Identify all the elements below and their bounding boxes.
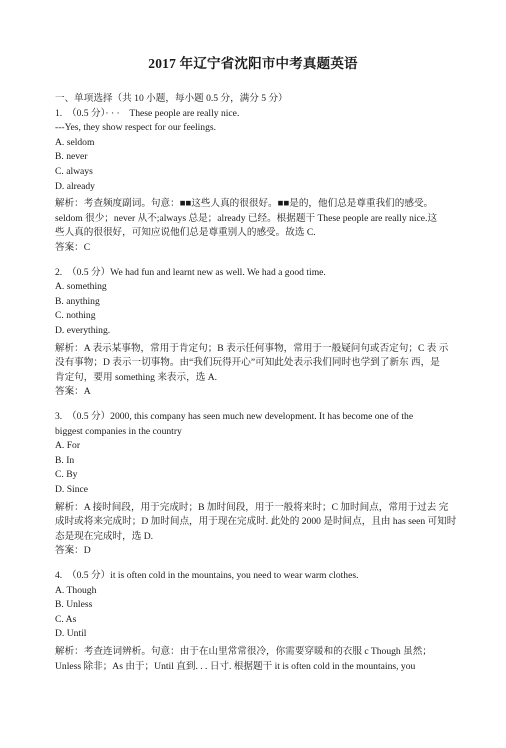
analysis-text: 解析：考查连词辨析。句意：由于在山里常常很冷，你需要穿暖和的衣服 c Though 虽然； bbox=[55, 646, 432, 657]
analysis-text: Unless 除非；As 由于；Until 直到. . . 日寸. 根据题干 it is often cold in the mountains, you bbox=[55, 660, 416, 672]
answer-key: 答案：C bbox=[55, 242, 91, 253]
page-title: 2017 年辽宁省沈阳市中考真题英语 bbox=[148, 56, 358, 71]
answer-option: B. anything bbox=[55, 295, 100, 307]
analysis-text: 肯定句，要用 something 来表示，选 A. bbox=[55, 371, 218, 383]
answer-option: D. already bbox=[55, 180, 95, 192]
question-stem: 4. （0.5 分）it is often cold in the mountains, you need to wear warm clothes. bbox=[55, 570, 359, 581]
analysis-text: 些人真的很很好，可知应说他们总是尊重别人的感受。故选 C. bbox=[55, 227, 316, 239]
answer-key: 答案：D bbox=[55, 545, 91, 557]
answer-option: D. Until bbox=[55, 628, 87, 640]
answer-option: A. For bbox=[55, 440, 81, 452]
answer-key: 答案：A bbox=[55, 386, 91, 398]
analysis-text: 没有事物；D 表示一切事物。由“我们玩得开心”可知此处表示我们同时也学到了新东 西，是 bbox=[55, 357, 440, 369]
answer-option: A. something bbox=[55, 281, 107, 293]
analysis-text: seldom 很少；never 从不;always 总是；already 已经。根据题干 These people are really nice.这 bbox=[55, 212, 438, 224]
answer-option: D. everything. bbox=[55, 325, 111, 336]
answer-option: C. always bbox=[55, 166, 93, 177]
analysis-text: 态是现在完成时，选 D. bbox=[55, 530, 154, 542]
question-stem: ---Yes, they show respect for our feelings. bbox=[55, 122, 217, 134]
analysis-text: 解析：A 接时间段，用于完成时；B 加时间段，用于一般将来时；C 加时间点，常用于过去 完 bbox=[55, 501, 449, 513]
analysis-text: 成时或将来完成时；D 加时间点，用于现在完成时. 此处的 2000 是时间点，且由 has seen 可知时 bbox=[55, 516, 457, 528]
answer-option: B. In bbox=[55, 454, 75, 466]
answer-option: C. By bbox=[55, 469, 78, 481]
question-stem: 3. （0.5 分）2000, this company has seen much new development. It has become one of the bbox=[55, 411, 414, 422]
analysis-text: 解析：考查频度副词。句意：■■这些人真的很很好。■■是的，他们总是尊重我们的感受。 bbox=[55, 198, 434, 210]
answer-option: B. never bbox=[55, 151, 88, 163]
answer-option: A. Though bbox=[55, 584, 97, 596]
answer-option: C. nothing bbox=[55, 310, 96, 322]
answer-option: D. Since bbox=[55, 484, 89, 495]
question-stem: 2. （0.5 分）We had fun and learnt new as well. We had a good time. bbox=[55, 266, 326, 278]
question-stem: biggest companies in the country bbox=[55, 425, 182, 437]
answer-option: A. seldom bbox=[55, 136, 95, 148]
question-stem: 1. （0.5 分）· · · These people are really nice. bbox=[55, 107, 240, 119]
analysis-text: 解析：A 表示某事物，常用于肯定句；B 表示任何事物，常用于一般疑问句或否定句；C 表 示 bbox=[55, 342, 449, 354]
answer-option: B. Unless bbox=[55, 599, 93, 611]
section-heading: 一、单项选择（共 10 小题，每小题 0.5 分，满分 5 分） bbox=[55, 93, 288, 104]
answer-option: C. As bbox=[55, 613, 77, 625]
